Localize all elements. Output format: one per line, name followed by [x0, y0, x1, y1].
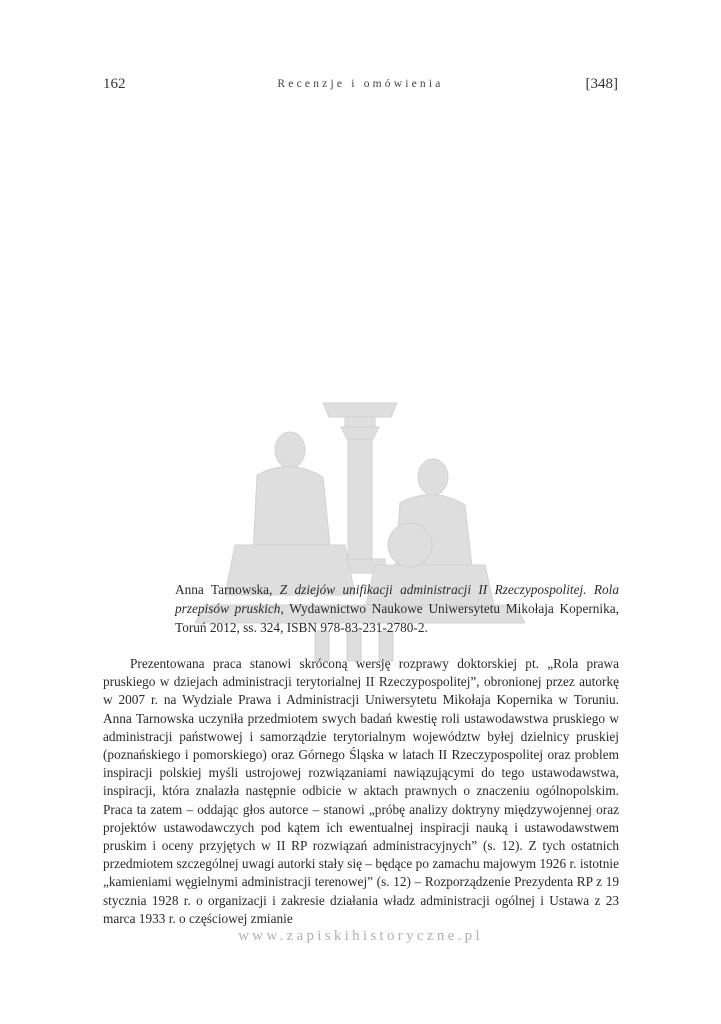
page-number: 162: [103, 76, 126, 92]
book-citation: [175, 580, 619, 637]
bracketed-page-number: [348]: [585, 76, 618, 92]
citation-title: Z dziejów unifikacji administracji II Rzeczypospolitej. Rola przepisów pruskich: [175, 582, 620, 616]
footer-website: www.zapiskihistoryczne.pl: [238, 928, 483, 944]
citation-publication: , Wydawnictwo Naukowe Uniwersytetu Mikołaja Kopernika, Toruń 2012, ss. 324, ISBN 978-83-231-2780-2.: [175, 601, 619, 635]
review-paragraph: Prezentowana praca stanowi skróconą wersję rozprawy doktorskiej pt. „Rola prawa pruskiego w dziejach administracji terytorialnej II Rzeczypospolitej”, obronionej przez autorkę w 2007 r. na Wydziale Prawa i Administracji Uniwersytetu Mikołaja Kopernika w Toruniu. Anna Tarnowska uczyniła przedmiotem swych badań kwestię roli ustawodawstwa pruskiego w administracji państwowej i samorządzie terytorialnym województw byłej dzielnicy pruskiej (poznańskiego i pomorskiego) oraz Górnego Śląska w latach II Rzeczypospolitej oraz problem inspiracji polskiej myśli ustrojowej rozwiązaniami nawiązującymi do tego ustawodawstwa, inspiracji, która znalazła następnie odbicie w aktach prawnych o znaczeniu ogólnopolskim. Praca ta zatem – oddając głos autorce – stanowi „próbę analizy doktryny międzywojennej oraz projektów ustawodawczych pod kątem ich ewentualnej inspiracji nauką i ustawodawstwem pruskim i oceny przyjętych w II RP rozwiązań administracyjnych” (s. 12). Z tych ostatnich przedmiotem szczególnej uwagi autorki stały się – będące po zamachu majowym 1926 r. istotnie „kamieniami węgielnymi administracji terenowej” (s. 12) – Rozporządzenie Prezydenta RP z 19 stycznia 1928 r. o organizacji i zakresie działania władz administracji ogólnej i Ustawa z 23 marca 1933 r. o częściowej zmianie: [103, 656, 619, 926]
citation-author: Anna Tarnowska,: [175, 582, 280, 597]
running-title: Recenzje i omówienia: [277, 78, 444, 90]
